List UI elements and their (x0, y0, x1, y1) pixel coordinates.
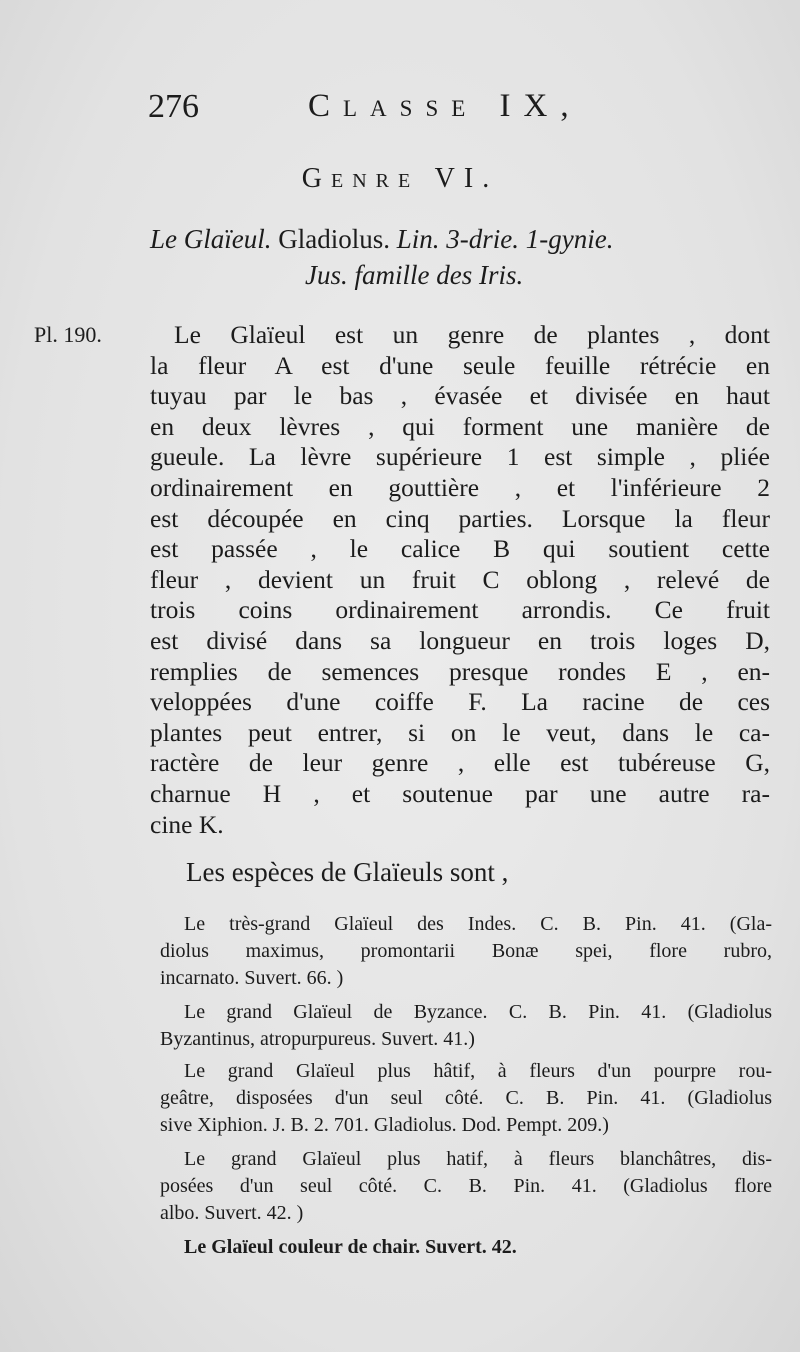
running-head (148, 88, 618, 138)
description-line: charnue H , et soutenue par une autre ra- (150, 778, 770, 808)
common-name: Le Glaïeul. (150, 224, 272, 254)
jussieu-family: Jus. famille des Iris. (305, 260, 524, 290)
species-entry (160, 911, 772, 993)
species-entry (160, 1146, 772, 1228)
description-line: la fleur A est d'une seule feuille rétrécie en (150, 350, 770, 380)
species-line: Le très-grand Glaïeul des Indes. C. B. Pin. 41. (Gla- (184, 913, 772, 935)
species-line: Byzantinus, atropurpureus. Suvert. 41.) (160, 1028, 475, 1051)
description-line: ordinairement en gouttière , et l'inférieure 2 (150, 472, 770, 502)
species-entry (160, 1058, 772, 1140)
description-line: veloppées d'une coiffe F. La racine de ces (150, 687, 770, 717)
description-line: gueule. La lèvre supérieure 1 est simple , pliée (150, 442, 770, 472)
linnaeus-class: 3-drie. (446, 224, 520, 254)
species-line: Le grand Glaïeul plus hâtif, à fleurs d'un pourpre rou- (184, 1060, 772, 1082)
description-line: plantes peut entrer, si on le veut, dans le ca- (150, 717, 770, 747)
species-line: sive Xiphion. J. B. 2. 701. Gladiolus. Dod. Pempt. 209.) (160, 1114, 609, 1137)
description-line: ractère de leur genre , elle est tubéreuse G, (150, 748, 770, 778)
description-line: remplies de semences presque rondes E , en- (150, 656, 770, 686)
plate-reference: Pl. 190. (34, 322, 102, 347)
species-line: posées d'un seul côté. C. B. Pin. 41. (Gladiolus flore (160, 1175, 772, 1198)
species-line: incarnato. Suvert. 66. ) (160, 967, 344, 990)
description-line: tuyau par le bas , évasée et divisée en haut (150, 381, 770, 411)
species-line: albo. Suvert. 42. ) (160, 1202, 304, 1225)
species-line: Le grand Glaïeul de Byzance. C. B. Pin. 41. (Gladiolus (184, 1001, 772, 1023)
species-entry (160, 1234, 772, 1261)
species-line: geâtre, disposées d'un seul côté. C. B. Pin. 41. (Gladiolus (160, 1087, 772, 1110)
linnaeus-order: 1-gynie. (525, 224, 614, 254)
description-line: trois coins ordinairement arrondis. Ce fruit (150, 595, 770, 625)
description-line: fleur , devient un fruit C oblong , relevé de (150, 564, 770, 594)
species-line: Le Glaïeul couleur de chair. Suvert. 42. (184, 1236, 517, 1258)
class-title: Classe IX, (308, 88, 582, 124)
description-line: Le Glaïeul est un genre de plantes , dont (174, 320, 770, 349)
genus-nomenclature (150, 224, 770, 255)
description-line: cine K. (150, 809, 224, 839)
genre-title: Genre VI. (301, 163, 499, 194)
linnaeus-ref: Lin. (396, 224, 440, 254)
genus-description (150, 320, 770, 840)
species-line: Le grand Glaïeul plus hatif, à fleurs blanchâtres, dis- (184, 1148, 772, 1170)
page-number: 276 (148, 88, 199, 125)
description-line: est passée , le calice B qui soutient cette (150, 534, 770, 564)
species-heading: Les espèces de Glaïeuls sont , (186, 857, 509, 887)
latin-name: Gladiolus. (278, 224, 390, 254)
species-line: diolus maximus, promontarii Bonæ spei, flore rubro, (160, 940, 772, 963)
species-entry (160, 999, 772, 1053)
description-line: est découpée en cinq parties. Lorsque la fleur (150, 503, 770, 533)
description-line: en deux lèvres , qui forment une manière de (150, 411, 770, 441)
description-line: est divisé dans sa longueur en trois loges D, (150, 625, 770, 655)
